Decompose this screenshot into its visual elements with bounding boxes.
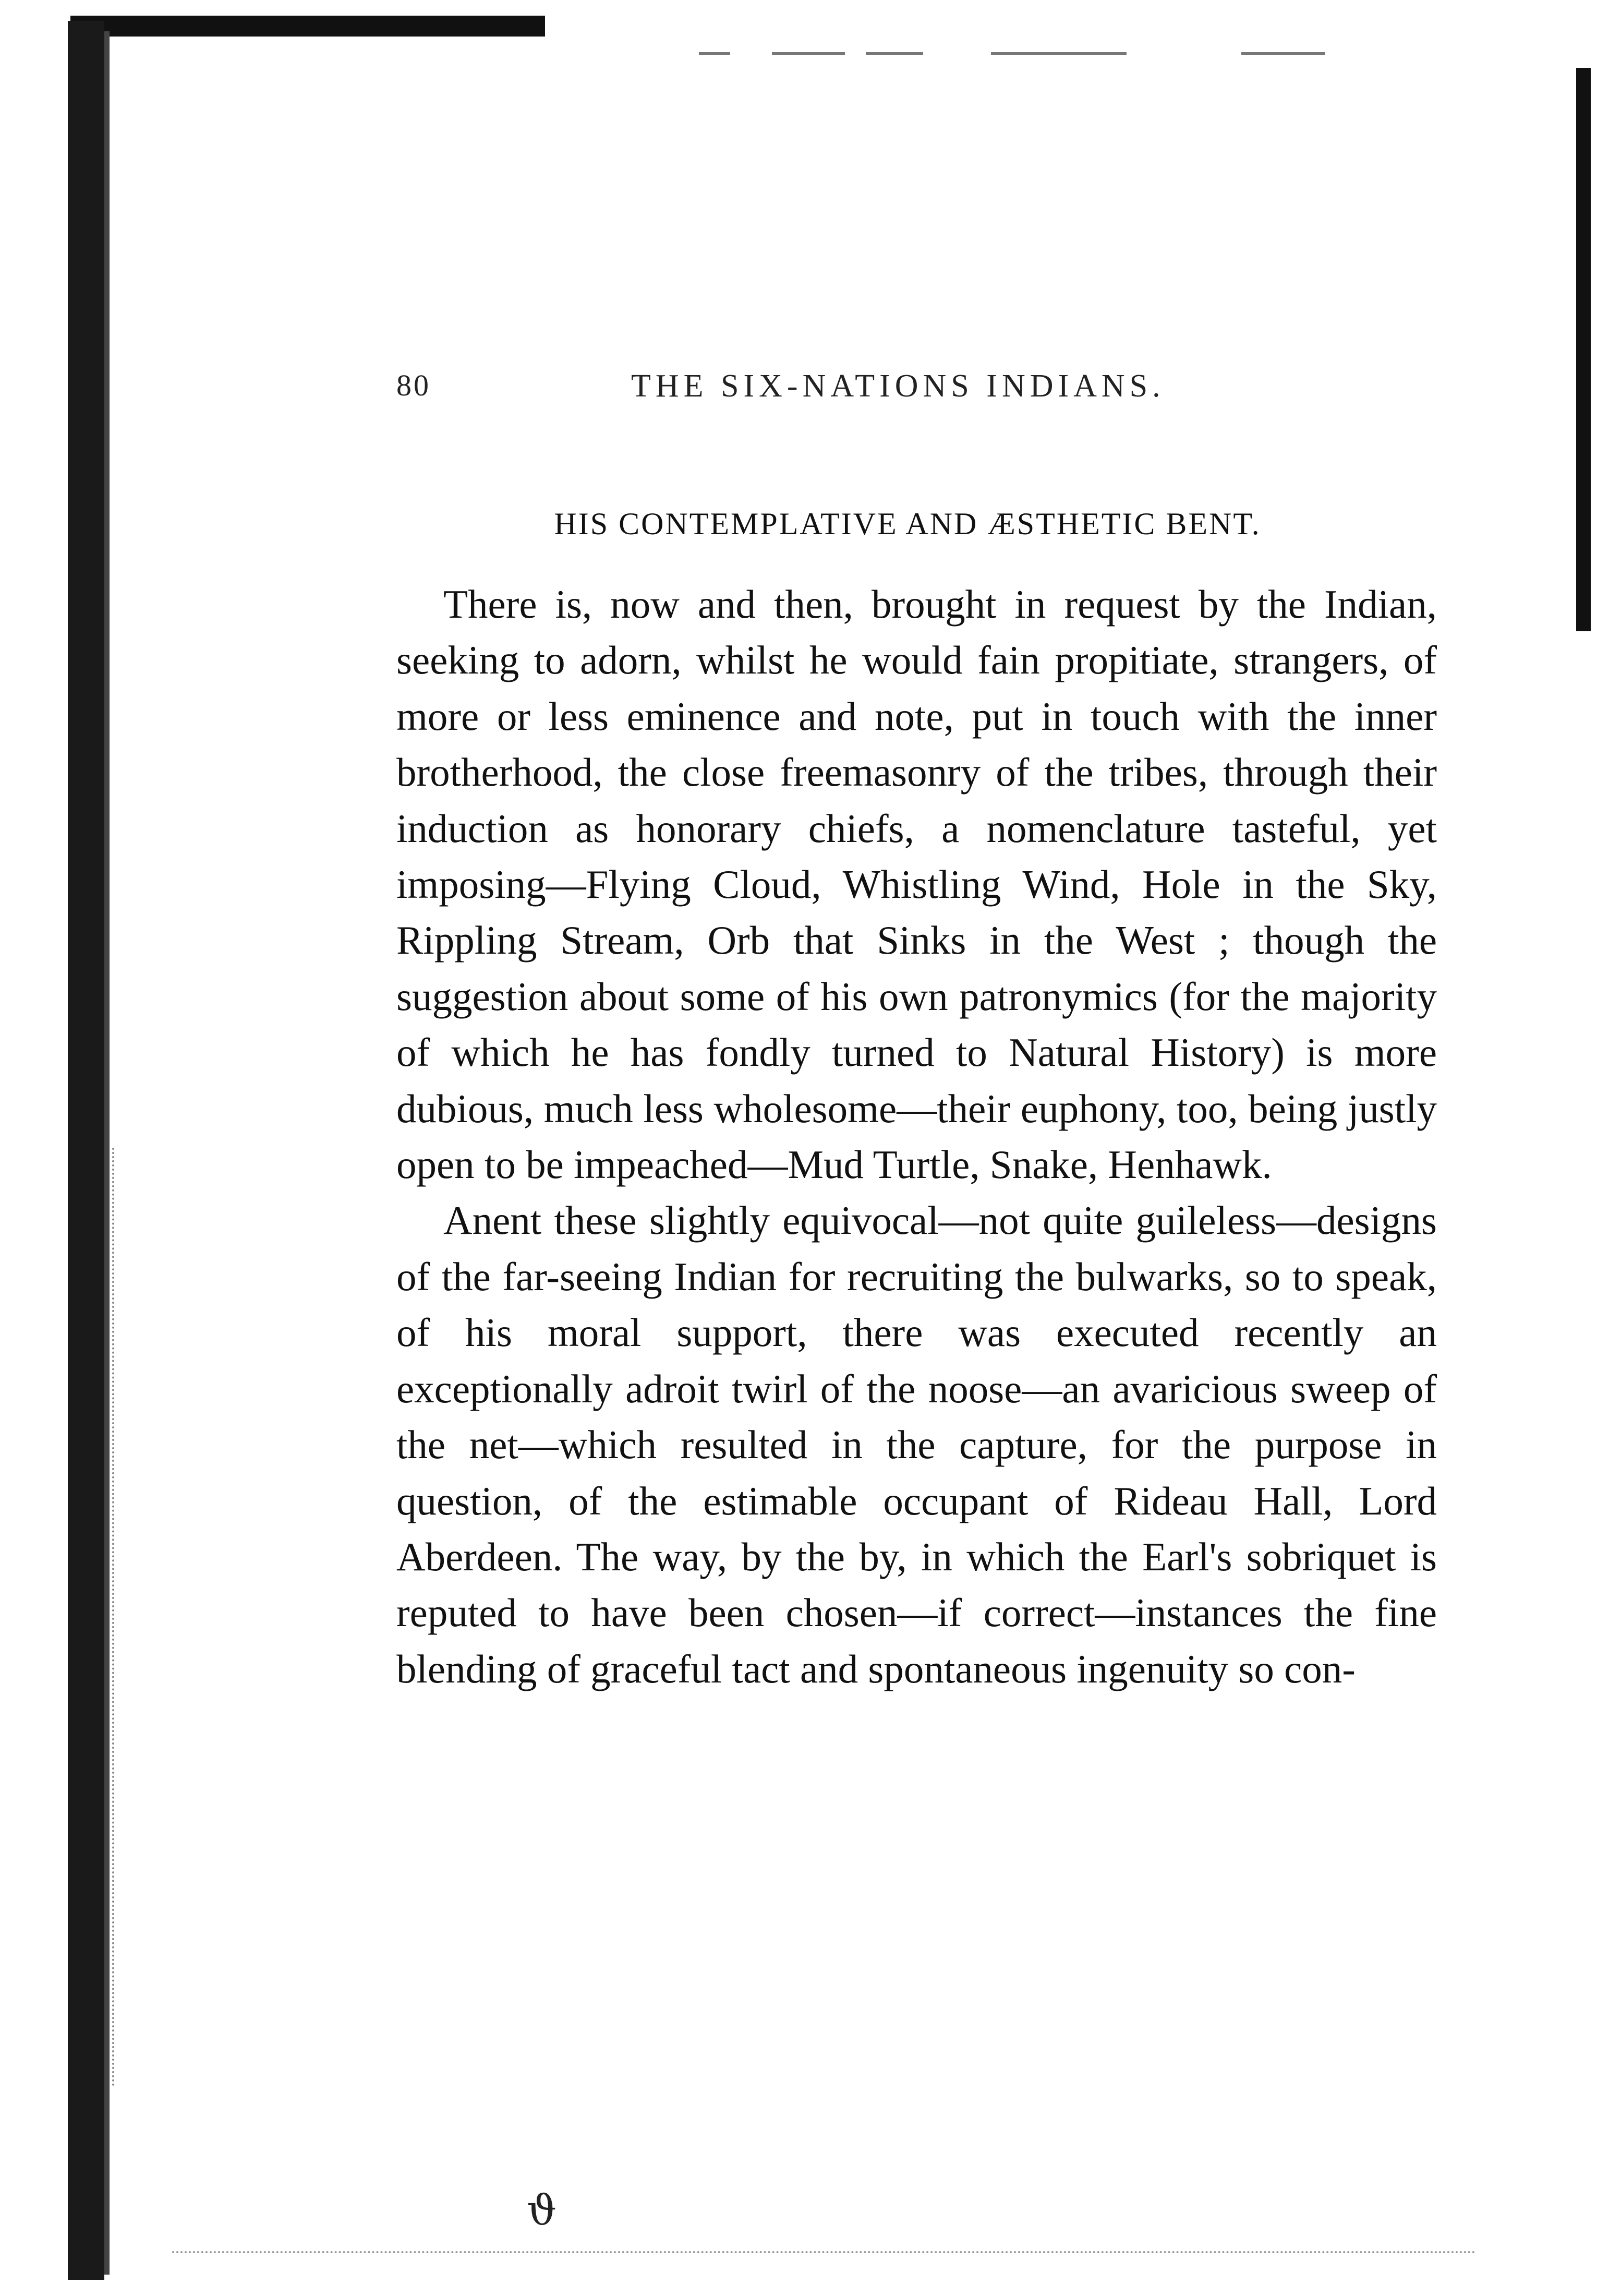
scan-border-left-edge xyxy=(104,31,110,2275)
page-number: 80 xyxy=(396,368,431,402)
scan-dash xyxy=(866,52,923,55)
scan-dash xyxy=(772,52,845,55)
scan-border-top xyxy=(70,16,545,37)
scan-dash xyxy=(991,52,1127,55)
scan-ink-mark-icon: ϑ xyxy=(527,2186,557,2234)
scan-dash xyxy=(1241,52,1325,55)
scan-specks xyxy=(112,1148,122,2087)
scan-dash xyxy=(699,52,730,55)
running-head xyxy=(396,368,1340,420)
paragraph: Anent these slightly equivocal—not quite guileless—designs of the far-seeing Indian for recruiting the bulwarks, so to speak, of his moral support, there was executed recently an exceptionally adroit twirl of the noose—an avaricious sweep of the net—which resulted in the capture, for the purpose in question, of the estimable occupant of Rideau Hall, Lord Aberdeen. The way, by the by, in which the Earl's sobriquet is reputed to have been chosen—if correct—instances the fine blending of graceful tact and spontaneous ingenuity so con- xyxy=(396,1198,1437,1691)
running-title: THE SIX-NATIONS INDIANS. xyxy=(631,368,1165,404)
section-heading: HIS CONTEMPLATIVE AND ÆSTHETIC BENT. xyxy=(554,507,1261,541)
scan-bottom-noise xyxy=(172,2251,1476,2255)
body-text xyxy=(396,576,1437,1697)
scan-border-left xyxy=(68,21,104,2280)
scan-border-right xyxy=(1576,68,1591,631)
paragraph: There is, now and then, brought in request by the Indian, seeking to adorn, whilst he would fain propitiate, strangers, of more or less eminence and note, put in touch with the inner brotherhood, the close freemasonry of the tribes, through their induction as honorary chiefs, a nomenclature tasteful, yet imposing—Flying Cloud, Whistling Wind, Hole in the Sky, Rippling Stream, Orb that Sinks in the West ; though the suggestion about some of his own patronymics (for the majority of which he has fondly turned to Natural History) is more dubious, much less wholesome—their euphony, too, being justly open to be impeached—Mud Turtle, Snake, Henhawk. xyxy=(396,582,1437,1187)
